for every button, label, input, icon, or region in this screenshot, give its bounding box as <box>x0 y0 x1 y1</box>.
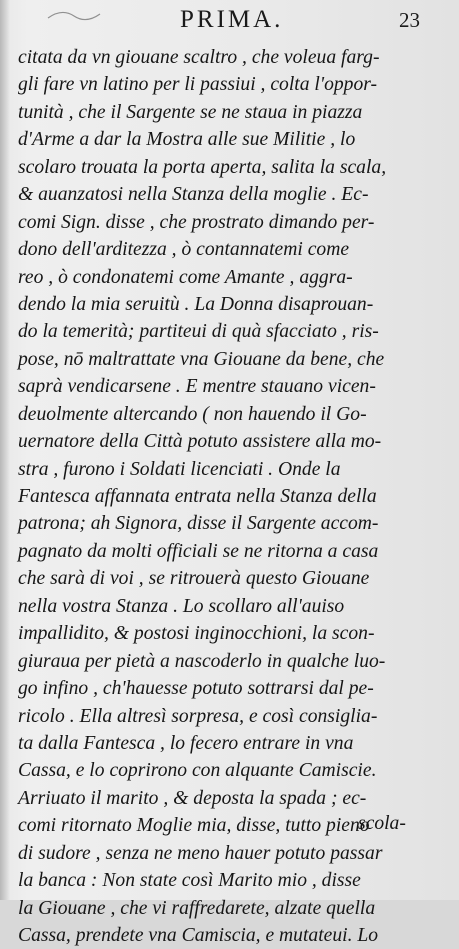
text-line: deuolmente altercando ( non hauendo il Go- <box>18 403 367 425</box>
text-line: saprà vendicarsene . E mentre stauano vicen- <box>18 376 376 398</box>
ornament-icon <box>44 6 104 24</box>
text-line: impallidito, & postosi inginocchioni, la scon- <box>18 623 375 645</box>
page-number: 23 <box>399 8 420 32</box>
text-line: & auanzatosi nella Stanza della moglie . Ec- <box>18 184 369 206</box>
text-line: citata da vn giouane scaltro , che voleua farg- <box>18 47 380 68</box>
text-line: di sudore , senza ne meno hauer potuto passar <box>18 842 383 864</box>
text-line: pagnato da molti officiali se ne ritorna a casa <box>18 540 379 562</box>
text-line: uernatore della Città potuto assistere alla mo- <box>18 431 382 453</box>
catchword: scola- <box>358 813 406 834</box>
text-line: nella vostra Stanza . Lo scollaro all'auiso <box>18 595 345 617</box>
text-line: do la temerità; partiteui di quà sfacciato , ris- <box>18 321 379 343</box>
running-head: PRIMA. <box>180 6 284 33</box>
text-line: Cassa, e lo coprirono con alquante Camiscie. <box>18 760 377 782</box>
text-line: Cassa, prendete vna Camiscia, e mutateui. Lo <box>18 925 379 946</box>
text-line: comi Sign. disse , che prostrato dimando per- <box>18 211 375 233</box>
text-line: dendo la mia seruitù . La Donna disaprouan- <box>18 293 374 315</box>
text-line: gli fare vn latino per li passiui , colta l'oppor- <box>18 74 378 96</box>
text-line: scolaro trouata la porta aperta, salita la scala, <box>18 156 387 178</box>
text-line: stra , furono i Soldati licenciati . Onde la <box>18 458 341 480</box>
text-line: che sarà di voi , se ritrouerà questo Giouane <box>18 568 370 590</box>
text-line: tunità , che il Sargente se ne staua in piazza <box>18 101 363 123</box>
text-line: d'Arme a dar la Mostra alle sue Militie , lo <box>18 129 356 151</box>
gutter-shadow <box>0 0 10 900</box>
text-line: go infino , ch'hauesse potuto sottrarsi dal pe- <box>18 678 374 700</box>
text-line: ricolo . Ella altresì sorpresa, e così consiglia- <box>18 705 378 727</box>
text-line: pose, nō maltrattate vna Giouane da bene, che <box>18 348 385 370</box>
text-line: Arriuato il marito , & deposta la spada ; ec- <box>18 787 367 809</box>
text-line: ta dalla Fantesca , lo fecero entrare in vna <box>18 732 354 754</box>
page-header <box>0 2 459 42</box>
text-line: patrona; ah Signora, disse il Sargente accom- <box>18 513 379 535</box>
text-line: giuraua per pietà a nascoderlo in qualche luo- <box>18 650 386 672</box>
text-line: dono dell'arditezza , ò contannatemi come <box>18 239 350 261</box>
text-line: comi ritornato Moglie mia, disse, tutto pieno <box>18 815 370 837</box>
text-line: Fantesca affannata entrata nella Stanza della <box>18 486 377 507</box>
text-line: la banca : Non state così Marito mio , disse <box>18 870 361 892</box>
text-line: reo , ò condonatemi come Amante , aggra- <box>18 266 353 288</box>
text-line: la Giouane , che vi raffredarete, alzate quella <box>18 897 376 919</box>
